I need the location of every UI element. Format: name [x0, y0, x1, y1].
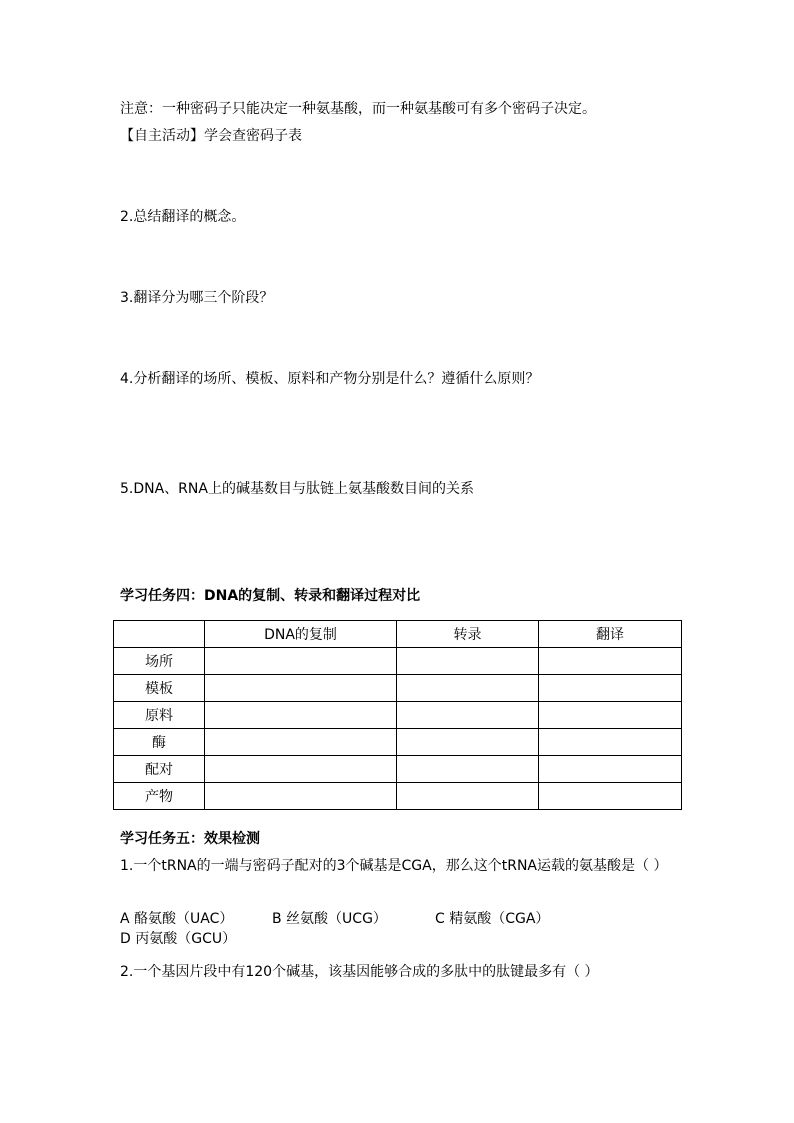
table-header-blank [114, 621, 205, 648]
option-d[interactable]: D 丙氨酸（GCU） [120, 931, 237, 947]
answer-cell[interactable] [205, 675, 397, 702]
row-label: 配对 [114, 756, 205, 783]
table-header-translation: 翻译 [539, 621, 682, 648]
option-a[interactable]: A 酪氨酸（UAC） [120, 911, 234, 927]
answer-cell[interactable] [397, 675, 539, 702]
answer-cell[interactable] [539, 675, 682, 702]
table-row [114, 675, 682, 702]
answer-cell[interactable] [205, 648, 397, 675]
answer-cell[interactable] [397, 756, 539, 783]
table-header-row [114, 621, 682, 648]
row-label: 场所 [114, 648, 205, 675]
question-3: 3.翻译分为哪三个阶段？ [120, 290, 274, 306]
table-row [114, 729, 682, 756]
answer-cell[interactable] [397, 783, 539, 810]
answer-cell[interactable] [205, 729, 397, 756]
question-2: 2.总结翻译的概念。 [120, 209, 246, 225]
comparison-table [113, 620, 682, 810]
table-header-transcription: 转录 [397, 621, 539, 648]
answer-cell[interactable] [205, 702, 397, 729]
table-row [114, 648, 682, 675]
answer-cell[interactable] [205, 756, 397, 783]
answer-cell[interactable] [397, 648, 539, 675]
option-b[interactable]: B 丝氨酸（UCG） [272, 911, 387, 927]
table-row [114, 756, 682, 783]
task4-title: 学习任务四：DNA的复制、转录和翻译过程对比 [120, 588, 421, 604]
test-question-1: 1.一个tRNA的一端与密码子配对的3个碱基是CGA，那么这个tRNA运载的氨基酸是（ ） [120, 858, 668, 874]
answer-cell[interactable] [539, 729, 682, 756]
answer-cell[interactable] [539, 648, 682, 675]
question-4: 4.分析翻译的场所、模板、原料和产物分别是什么？遵循什么原则？ [120, 371, 540, 387]
table-header-replication: DNA的复制 [205, 621, 397, 648]
activity-heading: 【自主活动】学会查密码子表 [120, 128, 302, 144]
answer-cell[interactable] [539, 756, 682, 783]
task5-title: 学习任务五：效果检测 [120, 831, 260, 847]
answer-cell[interactable] [397, 702, 539, 729]
table-row [114, 702, 682, 729]
test-question-2: 2.一个基因片段中有120个碱基，该基因能够合成的多肽中的肽键最多有（ ） [120, 964, 599, 980]
answer-cell[interactable] [539, 783, 682, 810]
test-question-1-options [120, 909, 685, 949]
row-label: 模板 [114, 675, 205, 702]
row-label: 产物 [114, 783, 205, 810]
answer-cell[interactable] [397, 729, 539, 756]
row-label: 原料 [114, 702, 205, 729]
question-5: 5.DNA、RNA上的碱基数目与肽链上氨基酸数目间的关系 [120, 481, 474, 497]
table-row [114, 783, 682, 810]
answer-cell[interactable] [205, 783, 397, 810]
note-text: 注意：一种密码子只能决定一种氨基酸，而一种氨基酸可有多个密码子决定。 [120, 101, 596, 117]
row-label: 酶 [114, 729, 205, 756]
option-c[interactable]: C 精氨酸（CGA） [435, 911, 550, 927]
answer-cell[interactable] [539, 702, 682, 729]
